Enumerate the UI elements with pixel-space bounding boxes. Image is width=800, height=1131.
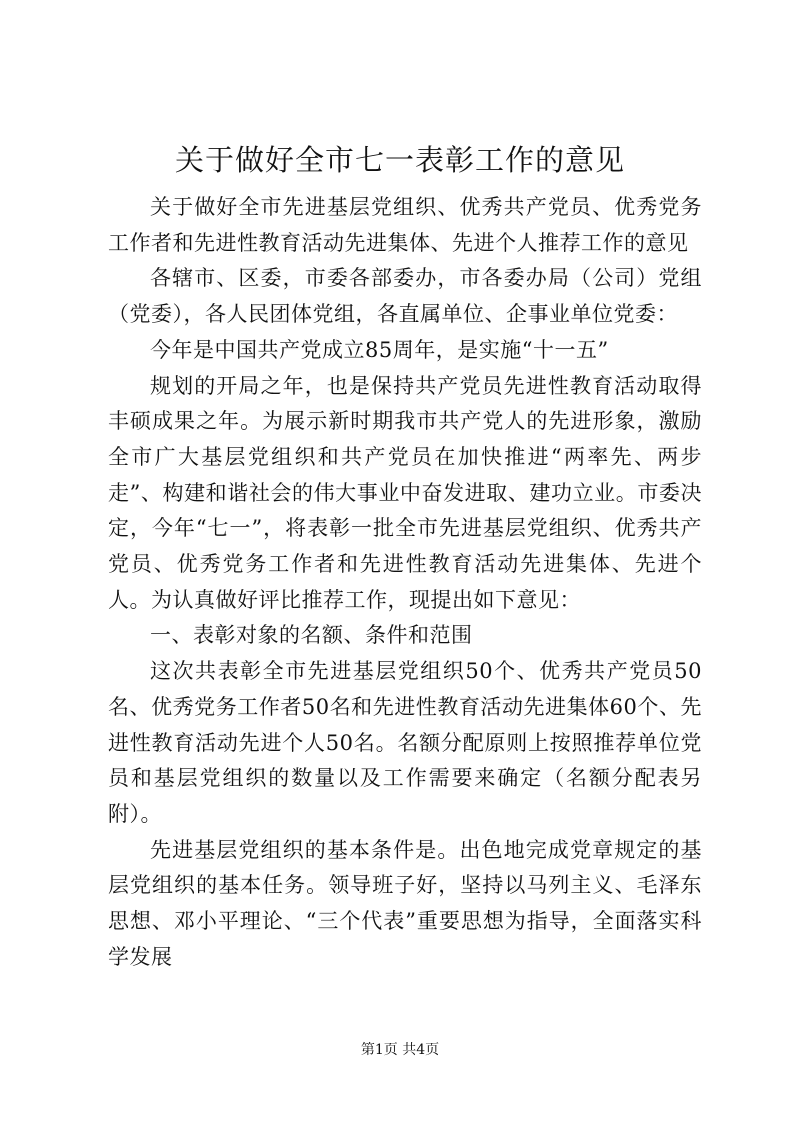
subtitle-paragraph: 关于做好全市先进基层党组织、优秀共产党员、优秀党务工作者和先进性教育活动先进集体、先进个人推荐工作的意见	[108, 195, 702, 255]
document-title: 关于做好全市七一表彰工作的意见	[174, 143, 625, 177]
page-number-footer: 第1页 共4页	[360, 1042, 440, 1058]
body-paragraph: 先进基层党组织的基本条件是。出色地完成党章规定的基层党组织的基本任务。领导班子好，坚持以马列主义、毛泽东思想、邓小平理论、“三个代表”重要思想为指导，全面落实科学发展	[108, 837, 702, 969]
body-paragraph: 这次共表彰全市先进基层党组织50个、优秀共产党员50名、优秀党务工作者50名和先进性教育活动先进集体60个、先进性教育活动先进个人50名。名额分配原则上按照推荐单位党员和基层党组织的数量以及工作需要来确定（名额分配表另附）。	[108, 659, 702, 826]
body-paragraph: 规划的开局之年，也是保持共产党员先进性教育活动取得丰硕成果之年。为展示新时期我市共产党人的先进形象，激励全市广大基层党组织和共产党员在加快推进“两率先、两步走”、构建和谐社会的伟大事业中奋发进取、建功立业。市委决定，今年“七一”，将表彰一批全市先进基层党组织、优秀共产党员、优秀党务工作者和先进性教育活动先进集体、先进个人。为认真做好评比推荐工作，现提出如下意见：	[108, 373, 702, 612]
document-body	[108, 190, 702, 975]
body-paragraph: 今年是中国共产党成立85周年，是实施“十一五”	[150, 337, 609, 362]
section-heading: 一、表彰对象的名额、条件和范围	[150, 623, 473, 648]
addressee-paragraph: 各辖市、区委，市委各部委办，市各委办局（公司）党组（党委），各人民团体党组，各直属单位、企事业单位党委：	[108, 266, 702, 327]
